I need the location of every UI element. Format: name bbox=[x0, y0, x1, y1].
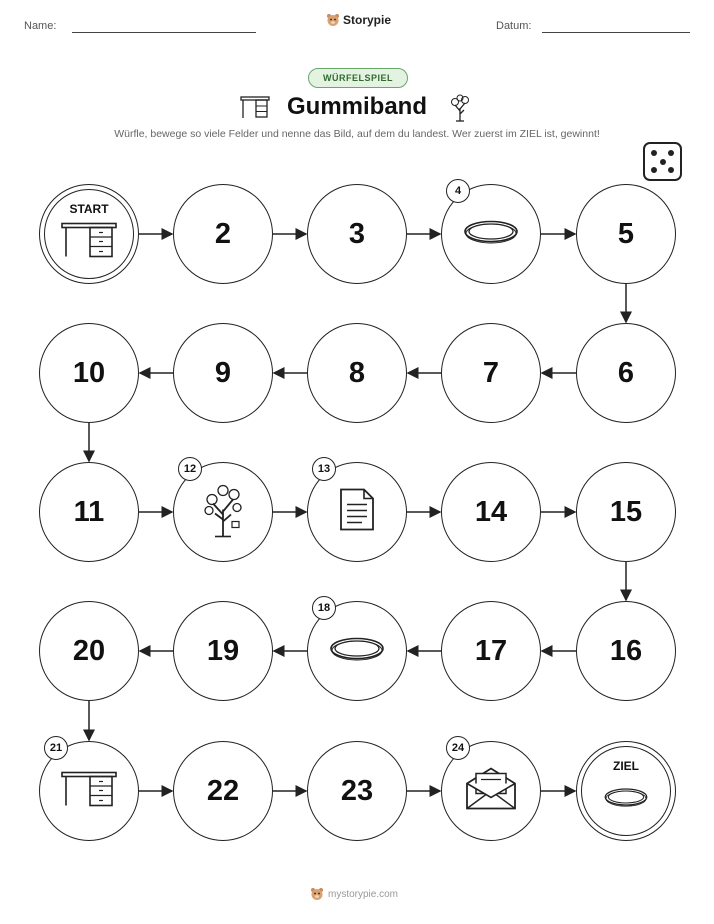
rubber-band-icon bbox=[603, 785, 649, 813]
board-cell bbox=[441, 601, 541, 701]
cell-number: 15 bbox=[609, 495, 643, 528]
name-label: Name: bbox=[24, 20, 57, 32]
board-cell bbox=[576, 462, 676, 562]
cell-number: 23 bbox=[340, 774, 374, 807]
board-cell bbox=[173, 323, 273, 423]
board-cell bbox=[173, 462, 273, 562]
cell-number-badge: 13 bbox=[312, 457, 336, 481]
start-cell bbox=[39, 184, 139, 284]
board-cell bbox=[39, 601, 139, 701]
cell-number-badge: 4 bbox=[446, 179, 470, 203]
cell-number: 6 bbox=[617, 356, 635, 389]
board-cell bbox=[173, 601, 273, 701]
cell-number: 8 bbox=[348, 356, 366, 389]
board-cell bbox=[307, 601, 407, 701]
board-cell bbox=[441, 184, 541, 284]
board-cell bbox=[576, 601, 676, 701]
cell-number: 7 bbox=[482, 356, 500, 389]
bear-icon bbox=[310, 887, 324, 901]
cell-number-badge: 12 bbox=[178, 457, 202, 481]
rubber-band-icon bbox=[462, 217, 520, 252]
board-cell bbox=[39, 462, 139, 562]
board-cell bbox=[441, 323, 541, 423]
board-cell bbox=[39, 323, 139, 423]
goal-cell bbox=[576, 741, 676, 841]
cell-number: 10 bbox=[72, 356, 106, 389]
board-cell bbox=[173, 741, 273, 841]
cell-number: 17 bbox=[474, 634, 508, 667]
brand-name: Storypie bbox=[343, 13, 392, 27]
instructions: Würfle, bewege so viele Felder und nenne das Bild, auf dem du landest. Wer zuerst im ZIEL ist, gewinnt! bbox=[114, 128, 600, 140]
footer-url: mystorypie.com bbox=[328, 888, 399, 900]
board-cell bbox=[307, 741, 407, 841]
cell-number: 16 bbox=[609, 634, 643, 667]
board-cell bbox=[173, 184, 273, 284]
board-cell bbox=[441, 741, 541, 841]
cell-number-badge: 24 bbox=[446, 736, 470, 760]
envelope-icon bbox=[464, 766, 518, 817]
cell-number: 19 bbox=[206, 634, 240, 667]
cell-number: 3 bbox=[348, 217, 366, 250]
board-cell bbox=[576, 184, 676, 284]
cell-number: 20 bbox=[72, 634, 106, 667]
board-cell bbox=[307, 323, 407, 423]
cell-number: 5 bbox=[617, 217, 635, 250]
page-title: Gummiband bbox=[286, 93, 427, 120]
cell-number-badge: 21 bbox=[44, 736, 68, 760]
game-type-badge: WÜRFELSPIEL bbox=[308, 68, 408, 88]
desk-icon bbox=[60, 769, 118, 814]
board-cell bbox=[307, 462, 407, 562]
cell-number: 9 bbox=[214, 356, 232, 389]
tree-icon bbox=[200, 482, 246, 543]
board-cell bbox=[39, 741, 139, 841]
cell-number: 22 bbox=[206, 774, 240, 807]
cell-number: 14 bbox=[474, 495, 508, 528]
document-icon bbox=[338, 487, 376, 538]
board-cell bbox=[307, 184, 407, 284]
cell-number-badge: 18 bbox=[312, 596, 336, 620]
cell-number: 2 bbox=[214, 217, 232, 250]
board-cell bbox=[576, 323, 676, 423]
desk-icon bbox=[60, 219, 118, 264]
footer bbox=[310, 887, 398, 901]
date-label: Datum: bbox=[496, 20, 532, 32]
goal-label: ZIEL bbox=[613, 759, 639, 773]
cell-number: 11 bbox=[73, 495, 105, 528]
rubber-band-icon bbox=[328, 634, 386, 669]
start-label: START bbox=[69, 202, 109, 216]
board-cell bbox=[441, 462, 541, 562]
